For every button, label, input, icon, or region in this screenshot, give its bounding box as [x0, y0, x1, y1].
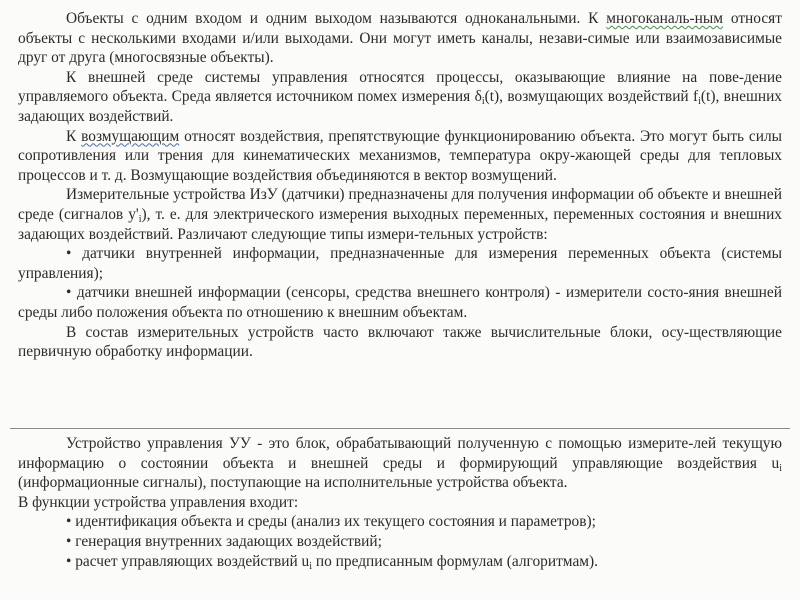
section-divider	[10, 428, 790, 429]
top-text-block	[18, 9, 782, 426]
paragraph-compute-blocks: В состав измерительных устройств часто включают также вычислительные блоки, осу-ществляющие первичную обработку информации.	[18, 323, 782, 361]
paragraph-disturbances	[18, 127, 782, 186]
paragraph-control-unit	[18, 434, 782, 493]
bullet-identification: • идентификация объекта и среды (анализ их текущего состояния и параметров);	[66, 513, 596, 531]
subscript: i	[698, 96, 701, 108]
bottom-text-block	[18, 434, 782, 571]
text-run: К	[66, 127, 82, 145]
paragraph-sensors	[18, 185, 782, 244]
spellcheck-word: возмущающим	[81, 127, 180, 145]
text-run: (t), внешних задающих воздействий.	[18, 88, 782, 125]
text-run: относят объекты с несколькими входами и/или выходами. Они могут иметь каналы, незави-симые или взаимозависимые друг от друга (многосвязные объекты).	[18, 10, 782, 67]
paragraph-functions-intro: В функции устройства управления входит:	[18, 493, 299, 511]
bullet-calculation	[18, 552, 782, 572]
text-run: по предписанным формулам (алгоритмам).	[312, 552, 598, 570]
text-run: ), т. е. для электрического измерения выходных переменных, переменных состояния и внешних задающих воздействий. Различают следующие типы измери-тельных устройств:	[18, 205, 782, 243]
text-run: Измерительные устройства ИзУ (датчики) предназначены для получения информации об объекте и внешней среде (сигналов y'	[18, 186, 782, 223]
bullet-external-sensors: • датчики внешней информации (сенсоры, средства внешнего контроля) - измерители состо-яния внешней среды либо положения объекта по отношению к внешним объектам.	[18, 284, 782, 321]
text-run: Устройство управления УУ - это блок, обрабатывающий полученную с помощью измерите-лей текущую информацию о состоянии объекта и внешней среды и формирующий управляющие воздействия u	[18, 435, 782, 472]
text-run: Объекты с одним входом и одним выходом называются одноканальными. К	[66, 10, 607, 27]
subscript: i	[309, 560, 313, 572]
text-run: относят воздействия, препятствующие функционированию объекта. Это могут быть силы сопротивления или трения для кинематических механизмов, температура окру-жающей среды для тепловых процессов и т. д. Возмущающие воздействия объединяются в вектор возмущений.	[18, 127, 782, 184]
subscript: i	[779, 462, 782, 474]
spellcheck-word: многоканаль-ным	[606, 10, 723, 27]
text-run: К внешней среде системы управления относятся процессы, оказывающие влияние на пове-дение управляемого объекта. Среда является источником помех измерения δ	[18, 68, 782, 106]
text-run: • расчет управляющих воздействий u	[66, 552, 310, 570]
paragraph-environment	[18, 68, 782, 127]
paragraph-channels	[18, 9, 782, 68]
text-run: (t), возмущающих воздействий f	[484, 88, 699, 106]
subscript: i	[138, 213, 142, 225]
bullet-internal-sensors: • датчики внутренней информации, предназначенные для измерения переменных объекта (системы управления);	[18, 245, 782, 282]
bullet-generation: • генерация внутренних задающих воздействий;	[66, 532, 382, 550]
text-run: (информационные сигналы), поступающие на исполнительные устройства объекта.	[18, 474, 568, 492]
subscript: i	[481, 96, 485, 108]
